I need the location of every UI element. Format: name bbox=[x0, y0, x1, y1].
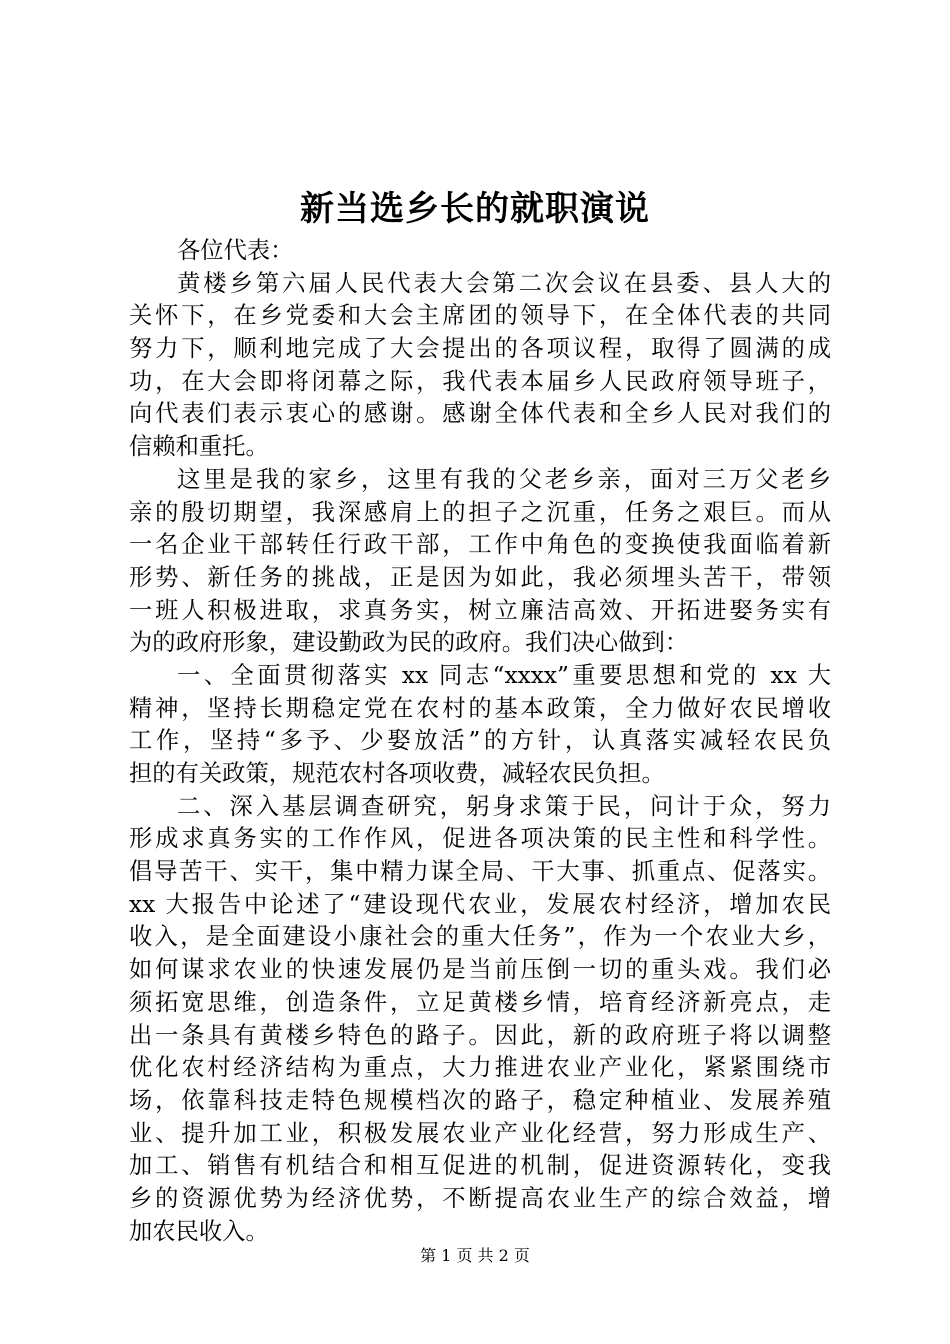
body-line: 加农民收入。 bbox=[129, 1217, 269, 1245]
body-line: 关怀下，在乡党委和大会主席团的领导下，在全体代表的共同 bbox=[129, 302, 831, 330]
page-number-footer: 第 1 页 共 2 页 bbox=[420, 1246, 530, 1265]
body-line: 这里是我的家乡，这里有我的父老乡亲，面对三万父老乡 bbox=[177, 465, 831, 493]
body-line: 担的有关政策，规范农村各项收费，减轻农民负担。 bbox=[129, 760, 665, 787]
body-line: 如何谋求农业的快速发展仍是当前压倒一切的重头戏。我们必 bbox=[129, 956, 831, 984]
body-line: 一、全面贯彻落实 xx 同志“xxxx”重要思想和党的 xx 大 bbox=[177, 661, 831, 689]
body-line: 精神，坚持长期稳定党在农村的基本政策，全力做好农民增收 bbox=[129, 694, 831, 722]
salutation-line: 各位代表： bbox=[177, 237, 294, 264]
body-line: 黄楼乡第六届人民代表大会第二次会议在县委、县人大的 bbox=[177, 269, 831, 297]
body-line: 乡的资源优势为经济优势，不断提高农业生产的综合效益，增 bbox=[129, 1184, 831, 1212]
body-line: 加工、销售有机结合和相互促进的机制，促进资源转化，变我 bbox=[129, 1152, 831, 1180]
body-line: 出一条具有黄楼乡特色的路子。因此，新的政府班子将以调整 bbox=[129, 1021, 831, 1049]
body-line: 形成求真务实的工作作风，促进各项决策的民主性和科学性。 bbox=[129, 825, 831, 853]
body-line: 努力下，顺利地完成了大会提出的各项议程，取得了圆满的成 bbox=[129, 335, 831, 363]
body-line: 形势、新任务的挑战，正是因为如此，我必须埋头苦干，带领 bbox=[129, 563, 831, 591]
body-line: 工作，坚持“多予、少娶放活”的方针，认真落实减轻农民负 bbox=[129, 727, 831, 755]
body-line: xx 大报告中论述了“建设现代农业，发展农村经济，增加农民 bbox=[129, 890, 831, 918]
body-line: 为的政府形象，建设勤政为民的政府。我们决心做到： bbox=[129, 629, 689, 657]
body-line: 亲的殷切期望，我深感肩上的担子之沉重，任务之艰巨。而从 bbox=[129, 498, 831, 526]
body-line: 一名企业干部转任行政干部，工作中角色的变换使我面临着新 bbox=[129, 531, 831, 559]
body-line: 须拓宽思维，创造条件，立足黄楼乡情，培育经济新亮点，走 bbox=[129, 988, 831, 1016]
body-line: 功，在大会即将闭幕之际，我代表本届乡人民政府领导班子， bbox=[129, 367, 831, 395]
body-line: 一班人积极进取，求真务实，树立廉洁高效、开拓进娶务实有 bbox=[129, 596, 831, 624]
body-line: 信赖和重托。 bbox=[129, 433, 269, 461]
body-line: 业、提升加工业，积极发展农业产业化经营，努力形成生产、 bbox=[129, 1119, 831, 1147]
body-line: 优化农村经济结构为重点，大力推进农业产业化，紧紧围绕市 bbox=[129, 1054, 831, 1082]
body-line: 收入，是全面建设小康社会的重大任务”，作为一个农业大乡， bbox=[129, 923, 831, 951]
body-line: 二、深入基层调查研究，躬身求策于民，问计于众，努力 bbox=[177, 792, 831, 820]
body-line: 向代表们表示衷心的感谢。感谢全体代表和全乡人民对我们的 bbox=[129, 400, 831, 428]
body-line: 场，依靠科技走特色规模档次的路子，稳定种植业、发展养殖 bbox=[129, 1086, 831, 1114]
document-title: 新当选乡长的就职演说 bbox=[300, 189, 650, 229]
document-body bbox=[129, 235, 831, 1248]
body-line: 倡导苦干、实干，集中精力谋全局、干大事、抓重点、促落实。 bbox=[129, 858, 831, 886]
